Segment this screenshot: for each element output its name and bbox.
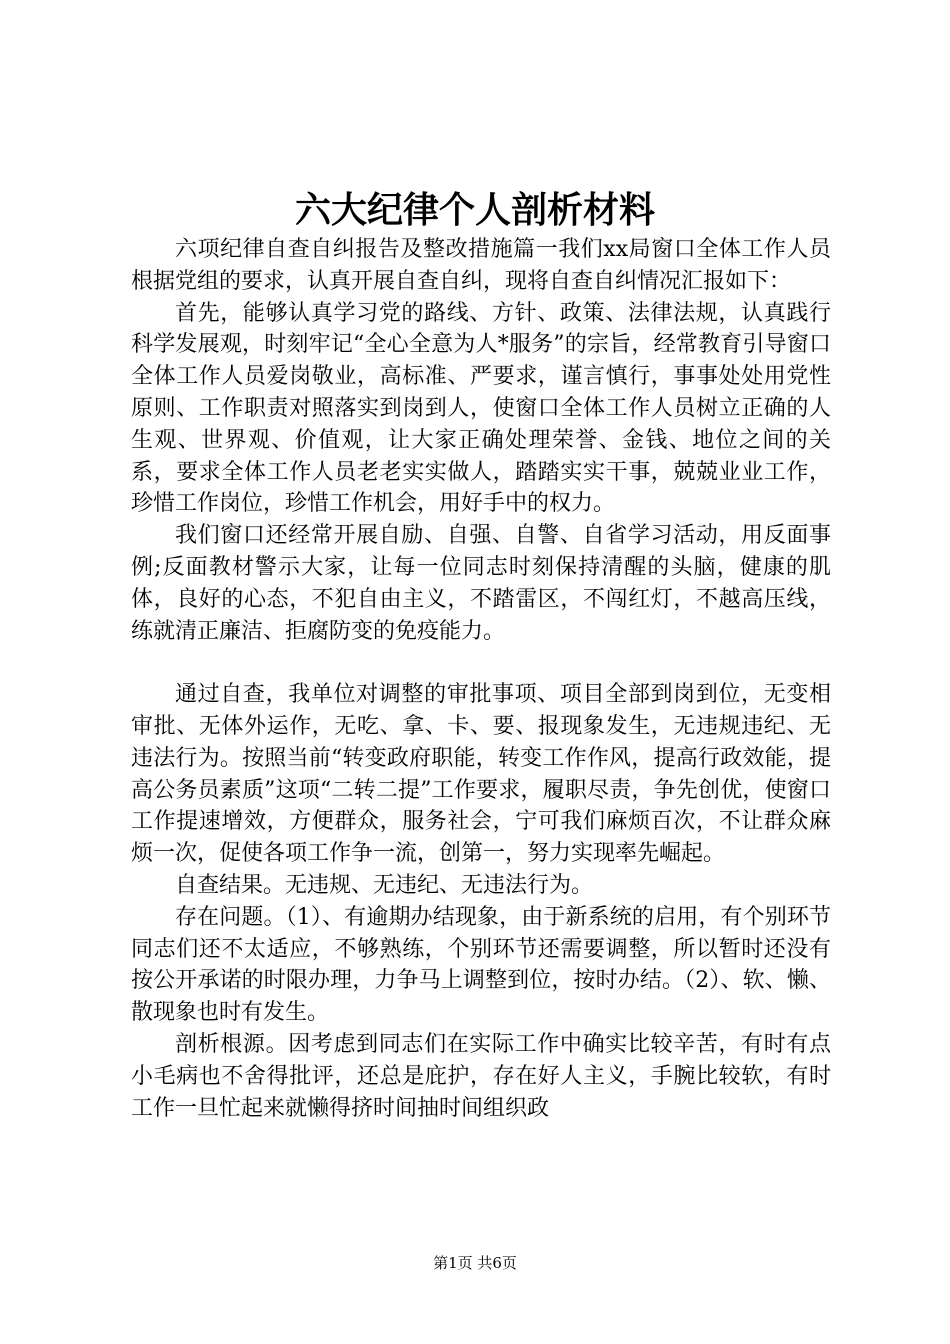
paragraph-result: 自查结果。无违规、无违纪、无违法行为。 xyxy=(175,872,594,898)
paragraph-root-cause: 剖析根源。因考虑到同志们在实际工作中确实比较辛苦，有时有点小毛病也不舍得批评，还总是庇护，存在好人主义，手腕比较软，有时工作一旦忙起来就懒得挤时间抽时间组织政 xyxy=(131,1031,831,1121)
paragraph-self-check: 通过自查，我单位对调整的审批事项、项目全部到岗到位，无变相审批、无体外运作，无吃、拿、卡、要、报现象发生，无违规违纪、无违法行为。按照当前“转变政府职能，转变工作作风，提高行政效能，提高公务员素质”这项“二转二提”工作要求，履职尽责，争先创优，使窗口工作提速增效，方便群众，服务社会，宁可我们麻烦百次，不让群众麻烦一次，促使各项工作争一流，创第一，努力实现率先崛起。 xyxy=(131,682,831,867)
paragraph-activities: 我们窗口还经常开展自励、自强、自警、自省学习活动，用反面事例;反面教材警示大家，让每一位同志时刻保持清醒的头脑，健康的肌体，良好的心态，不犯自由主义，不踏雷区，不闯红灯，不越高压线，练就清正廉洁、拒腐防变的免疫能力。 xyxy=(131,523,831,644)
paragraph-intro: 六项纪律自查自纠报告及整改措施篇一我们xx局窗口全体工作人员根据党组的要求，认真开展自查自纠，现将自查自纠情况汇报如下： xyxy=(131,237,831,294)
document-title: 六大纪律个人剖析材料 xyxy=(294,189,655,231)
document-body xyxy=(131,234,831,1124)
page-number-footer: 第1页 共6页 xyxy=(433,1254,517,1272)
paragraph-study: 首先，能够认真学习党的路线、方针、政策、法律法规，认真践行科学发展观，时刻牢记“全心全意为人*服务”的宗旨，经常教育引导窗口全体工作人员爱岗敬业，高标准、严要求，谨言慎行，事事处处用党性原则、工作职责对照落实到岗到人，使窗口全体工作人员树立正确的人生观、世界观、价值观，让大家正确处理荣誉、金钱、地位之间的关系，要求全体工作人员老老实实做人，踏踏实实干事，兢兢业业工作，珍惜工作岗位，珍惜工作机会，用好手中的权力。 xyxy=(131,300,831,517)
paragraph-problems: 存在问题。（1）、有逾期办结现象，由于新系统的启用，有个别环节同志们还不太适应，不够熟练，个别环节还需要调整，所以暂时还没有按公开承诺的时限办理，力争马上调整到位，按时办结。（2）、软、懒、散现象也时有发生。 xyxy=(131,904,831,1026)
